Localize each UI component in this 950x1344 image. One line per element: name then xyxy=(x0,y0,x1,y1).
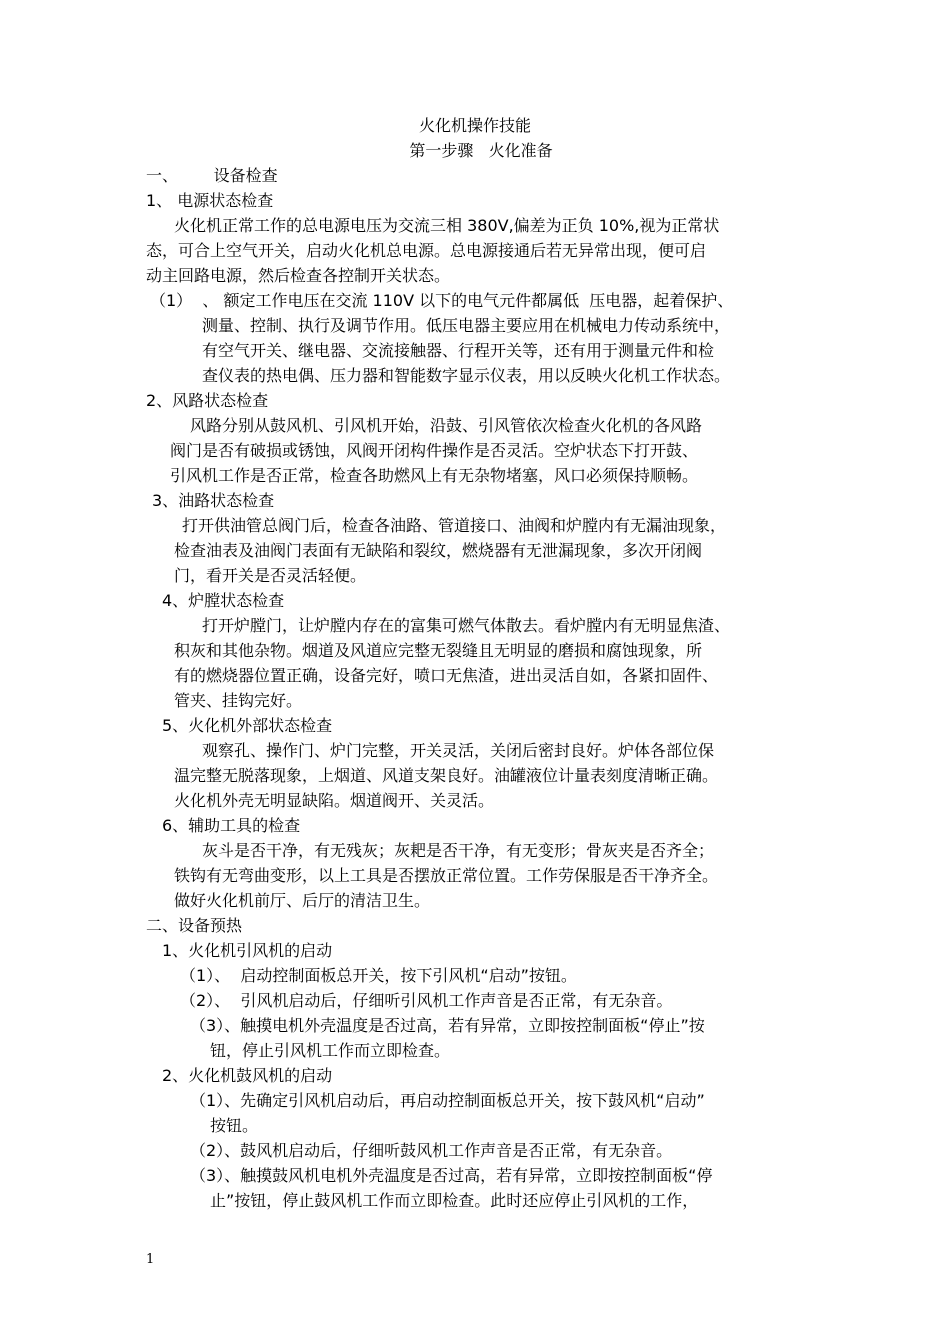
paragraph-line: 火化机正常工作的总电源电压为交流三相 380V,偏差为正负 10%,视为正常状 xyxy=(174,216,720,235)
list-item-line: 有空气开关、继电器、交流接触器、行程开关等，还有用于测量元件和检 xyxy=(202,341,715,360)
paragraph-line: 阀门是否有破损或锈蚀，风阀开闭构件操作是否灵活。空炉状态下打开鼓、 xyxy=(170,441,699,460)
paragraph-line: 灰斗是否干净，有无残灰；灰耙是否干净，有无变形；骨灰夹是否齐全； xyxy=(202,841,715,860)
paragraph-line: 积灰和其他杂物。烟道及风道应完整无裂缝且无明显的磨损和腐蚀现象，所 xyxy=(174,641,703,660)
paragraph-line: 有的燃烧器位置正确，设备完好，喷口无焦渣，进出灵活自如，各紧扣固件、 xyxy=(174,666,719,685)
paragraph-line: 做好火化机前厅、后厅的清洁卫生。 xyxy=(174,891,431,910)
list-item-line: （2）、 引风机启动后，仔细听引风机工作声音是否正常，有无杂音。 xyxy=(180,991,673,1010)
paragraph-line: 管夹、挂钩完好。 xyxy=(174,691,303,710)
list-item-line: （3）、触摸电机外壳温度是否过高，若有异常，立即按控制面板“停止”按 xyxy=(190,1016,705,1035)
subsection-heading: 1、火化机引风机的启动 xyxy=(162,941,333,960)
list-item-line: 按钮。 xyxy=(210,1116,259,1135)
paragraph-line: 温完整无脱落现象，上烟道、风道支架良好。油罐液位计量表刻度清晰正确。 xyxy=(174,766,719,785)
paragraph-line: 观察孔、操作门、炉门完整，开关灵活，关闭后密封良好。炉体各部位保 xyxy=(202,741,715,760)
paragraph-line: 火化机外壳无明显缺陷。烟道阀开、关灵活。 xyxy=(174,791,495,810)
subsection-heading: 5、火化机外部状态检查 xyxy=(162,716,333,735)
list-item-line: 钮，停止引风机工作而立即检查。 xyxy=(210,1041,451,1060)
document-title: 火化机操作技能 xyxy=(418,116,531,135)
paragraph-line: 动主回路电源，然后检查各控制开关状态。 xyxy=(146,266,451,285)
section-heading: 二、设备预热 xyxy=(146,916,243,935)
paragraph-line: 引风机工作是否正常，检查各助燃风上有无杂物堵塞，风口必须保持顺畅。 xyxy=(170,466,699,485)
list-item-line: （1）、 启动控制面板总开关，按下引风机“启动”按钮。 xyxy=(180,966,577,985)
subsection-heading: 2、风路状态检查 xyxy=(146,391,269,410)
list-item-line: （3）、触摸鼓风机电机外壳温度是否过高，若有异常，立即按控制面板“停 xyxy=(190,1166,713,1185)
subsection-heading: 4、炉膛状态检查 xyxy=(162,591,285,610)
paragraph-line: 风路分别从鼓风机、引风机开始，沿鼓、引风管依次检查火化机的各风路 xyxy=(190,416,703,435)
list-item-line: 查仪表的热电偶、压力器和智能数字显示仪表，用以反映火化机工作状态。 xyxy=(202,366,731,385)
paragraph-line: 打开炉膛门，让炉膛内存在的富集可燃气体散去。看炉膛内有无明显焦渣、 xyxy=(202,616,731,635)
paragraph-line: 铁钩有无弯曲变形，以上工具是否摆放正常位置。工作劳保服是否干净齐全。 xyxy=(174,866,719,885)
list-item-line: （1）、先确定引风机启动后，再启动控制面板总开关，按下鼓风机“启动” xyxy=(190,1091,705,1110)
page-number: 1 xyxy=(146,1252,155,1267)
subsection-heading: 3、油路状态检查 xyxy=(152,491,275,510)
list-item-line: （1） 、 额定工作电压在交流 110V 以下的电气元件都属低 压电器，起着保护、 xyxy=(150,291,734,310)
subsection-heading: 6、辅助工具的检查 xyxy=(162,816,301,835)
subsection-heading: 2、火化机鼓风机的启动 xyxy=(162,1066,333,1085)
subsection-heading: 1、 电源状态检查 xyxy=(146,191,274,210)
paragraph-line: 态，可合上空气开关，启动火化机总电源。总电源接通后若无异常出现，便可启 xyxy=(146,241,707,260)
section-heading: 一、 设备检查 xyxy=(146,166,278,185)
list-item-line: （2）、鼓风机启动后，仔细听鼓风机工作声音是否正常，有无杂音。 xyxy=(190,1141,673,1160)
list-item-line: 止”按钮，停止鼓风机工作而立即检查。此时还应停止引风机的工作， xyxy=(210,1191,699,1210)
list-item-line: 测量、控制、执行及调节作用。低压电器主要应用在机械电力传动系统中， xyxy=(202,316,731,335)
paragraph-line: 门，看开关是否灵活轻便。 xyxy=(174,566,367,585)
paragraph-line: 打开供油管总阀门后，检查各油路、管道接口、油阀和炉膛内有无漏油现象， xyxy=(182,516,727,535)
paragraph-line: 检查油表及油阀门表面有无缺陷和裂纹，燃烧器有无泄漏现象，多次开闭阀 xyxy=(174,541,703,560)
step-heading: 第一步骤 火化准备 xyxy=(409,141,553,160)
